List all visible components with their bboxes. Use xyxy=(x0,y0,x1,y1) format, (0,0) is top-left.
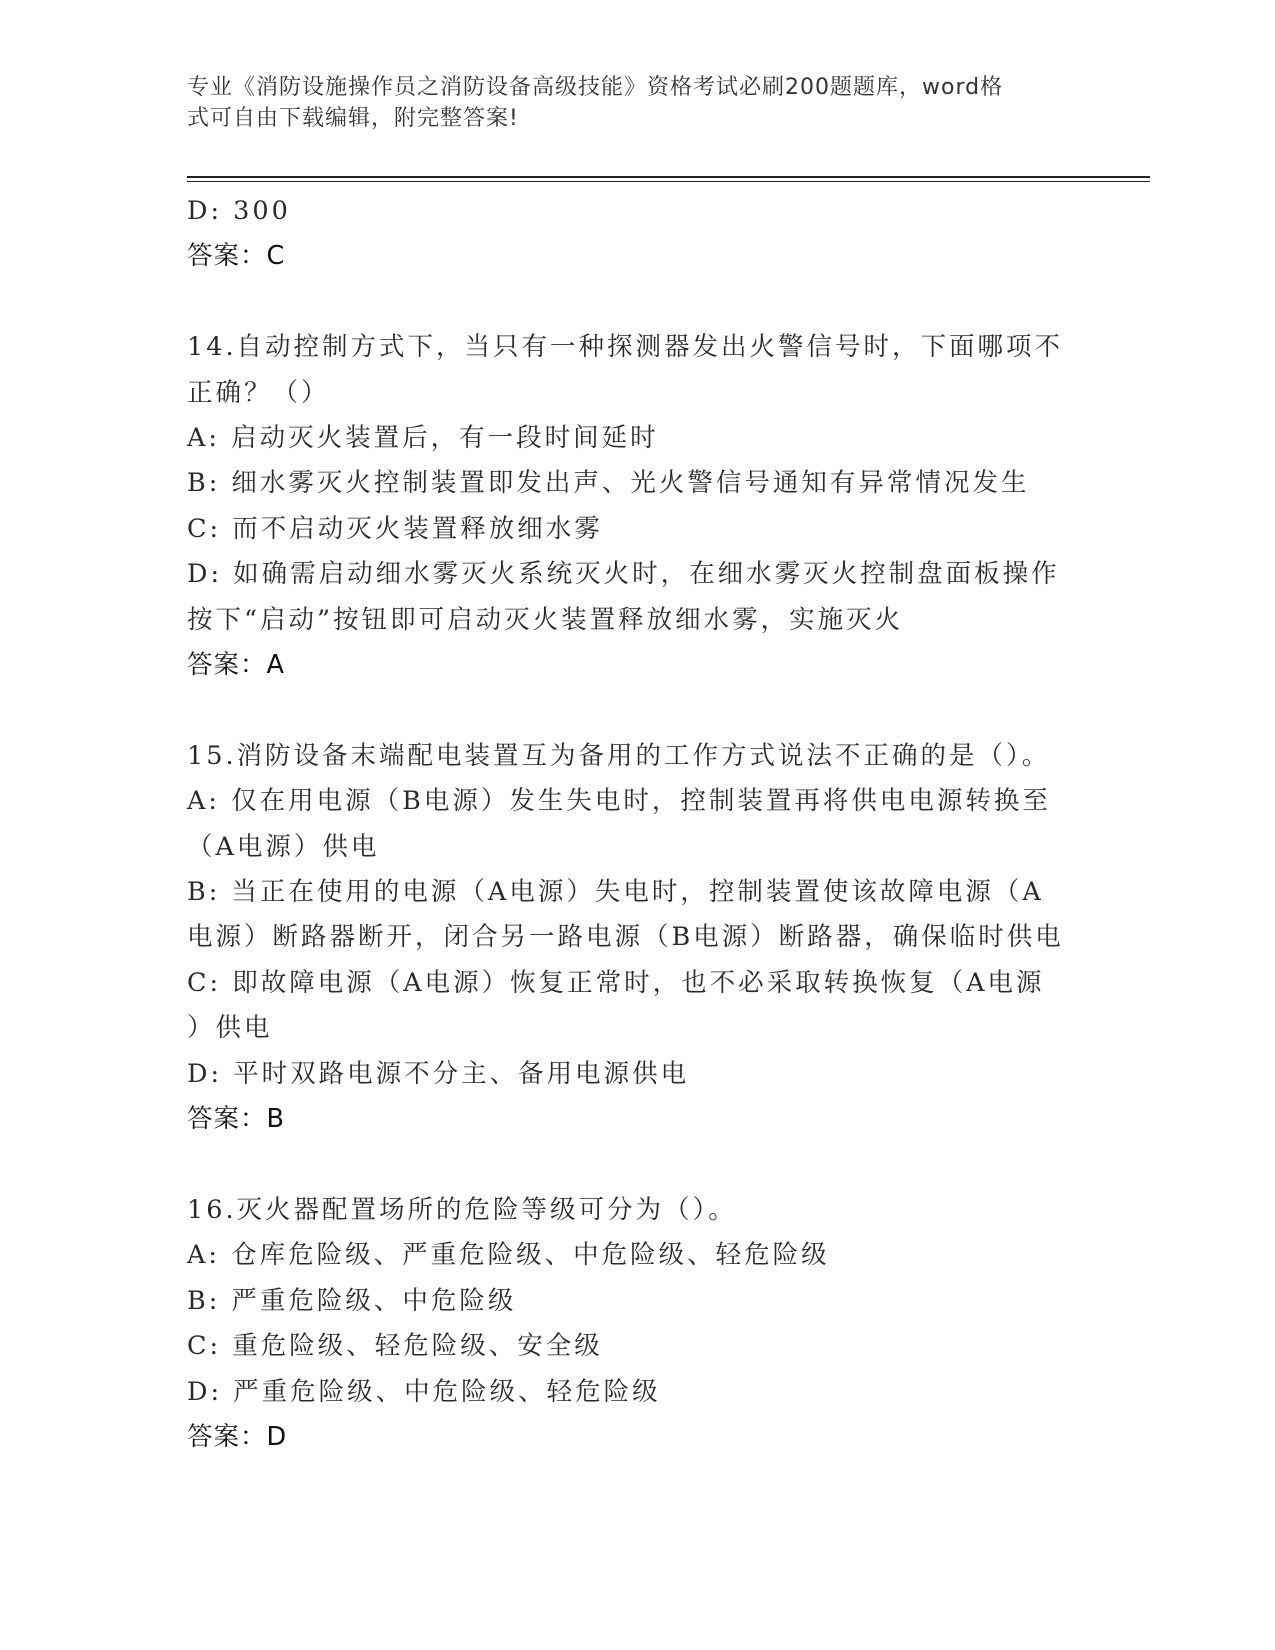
header-rule-thick xyxy=(187,176,1150,178)
answer-line: 答案：C xyxy=(187,241,286,272)
option-b: B: 当正在使用的电源（A电源）失电时，控制装置使该故障电源（A xyxy=(187,877,1044,908)
option-d: D: 如确需启动细水雾灭火系统灭火时，在细水雾灭火控制盘面板操作 xyxy=(187,559,1060,590)
spacer xyxy=(187,280,1087,325)
answer-line: 答案：B xyxy=(187,1104,285,1135)
question-15 xyxy=(187,734,1087,1143)
option-a: A: 仅在用电源（B电源）发生失电时，控制装置再将供电电源转换至 xyxy=(187,786,1051,817)
option-a: A: 仓库危险级、严重危险级、中危险级、轻危险级 xyxy=(187,1240,830,1271)
option-c: C: 重危险级、轻危险级、安全级 xyxy=(187,1331,603,1362)
question-stem: 正确？（） xyxy=(187,377,330,408)
option-c: C: 即故障电源（A电源）恢复正常时，也不必采取转换恢复（A电源 xyxy=(187,967,1045,998)
option-c: C: 而不启动灭火装置释放细水雾 xyxy=(187,513,603,544)
question-list xyxy=(187,189,1087,1460)
option-d: 按下“启动”按钮即可启动灭火装置释放细水雾，实施灭火 xyxy=(187,604,904,635)
question-14 xyxy=(187,325,1087,688)
answer-line: 答案：D xyxy=(187,1421,288,1452)
question-13 xyxy=(187,189,1087,280)
header-line-2: 式可自由下载编辑，附完整答案! xyxy=(187,106,519,131)
document-header xyxy=(187,72,1067,134)
spacer xyxy=(187,1143,1087,1188)
option-a: A: 启动灭火装置后，有一段时间延时 xyxy=(187,423,659,454)
option-a: （A电源）供电 xyxy=(187,831,380,862)
answer-line: 答案：A xyxy=(187,650,285,681)
spacer xyxy=(187,688,1087,733)
option-d: D: 300 xyxy=(187,196,291,226)
question-16 xyxy=(187,1188,1087,1460)
option-b: 电源）断路器断开，闭合另一路电源（B电源）断路器，确保临时供电 xyxy=(187,922,1064,953)
option-d: D: 严重危险级、中危险级、轻危险级 xyxy=(187,1376,661,1407)
header-rule-thin xyxy=(187,181,1150,182)
option-d: D: 平时双路电源不分主、备用电源供电 xyxy=(187,1058,690,1089)
question-stem: 16.灭火器配置场所的危险等级可分为（）。 xyxy=(187,1194,737,1225)
option-b: B: 细水雾灭火控制装置即发出声、光火警信号通知有异常情况发生 xyxy=(187,468,1030,499)
question-stem: 14.自动控制方式下，当只有一种探测器发出火警信号时，下面哪项不 xyxy=(187,332,1064,363)
option-b: B: 严重危险级、中危险级 xyxy=(187,1285,517,1316)
header-line-1: 专业《消防设施操作员之消防设备高级技能》资格考试必刷200题题库，word格 xyxy=(187,75,1004,100)
option-c: ）供电 xyxy=(187,1013,273,1044)
question-stem: 15.消防设备末端配电装置互为备用的工作方式说法不正确的是（）。 xyxy=(187,740,1051,771)
